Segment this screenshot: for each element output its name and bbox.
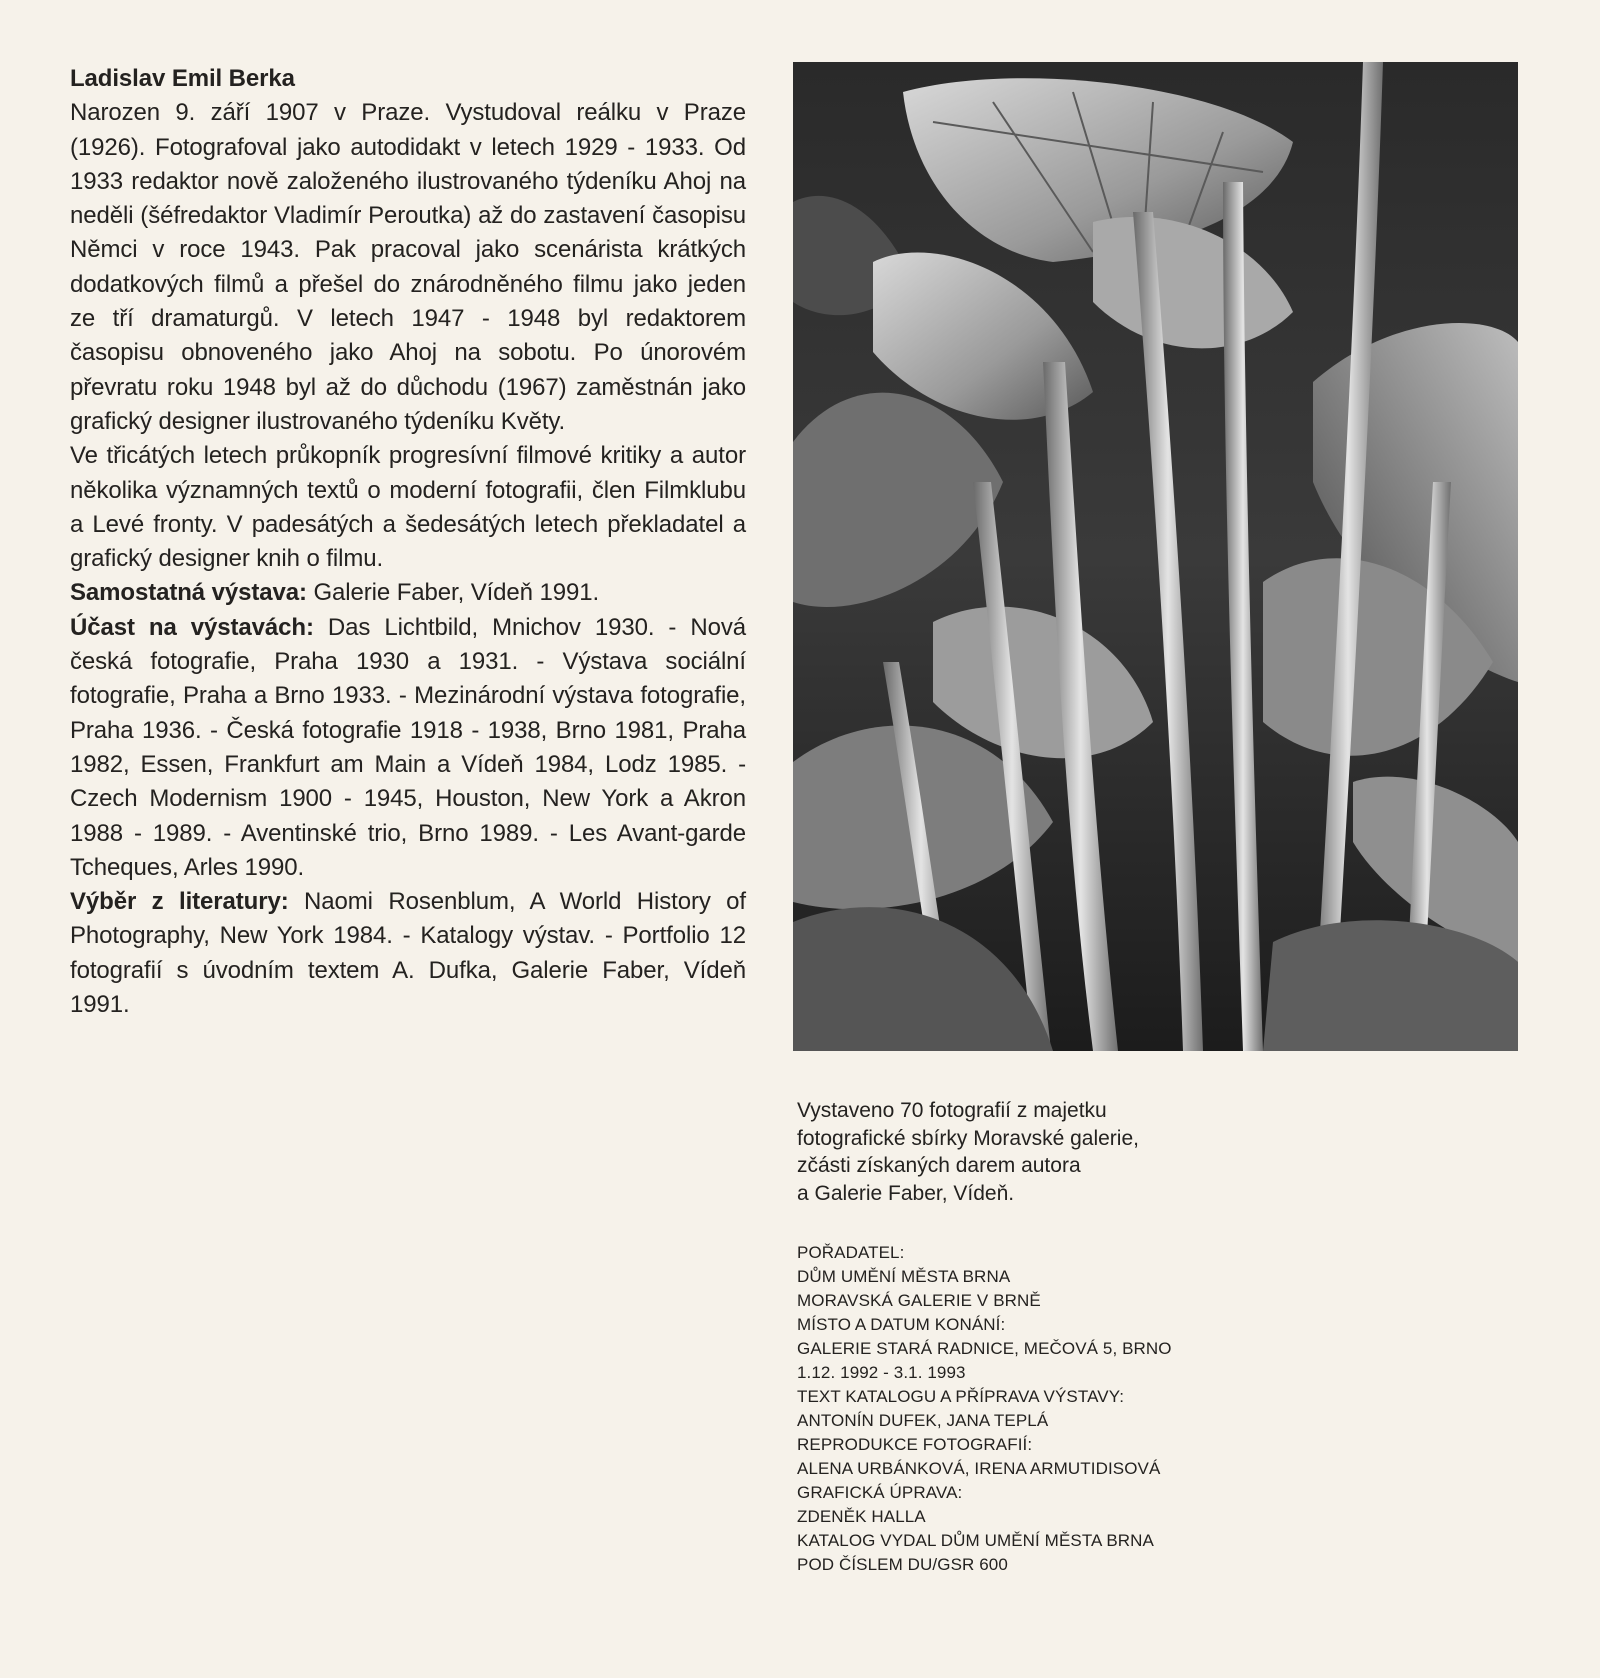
credits-line: DŮM UMĚNÍ MĚSTA BRNA — [797, 1267, 1011, 1286]
credits-line: MÍSTO A DATUM KONÁNÍ: — [797, 1315, 1006, 1334]
credits-line: REPRODUKCE FOTOGRAFIÍ: — [797, 1435, 1033, 1454]
exhibition-credits — [797, 1241, 1357, 1577]
bio-paragraph-work: Ve třicátých letech průkopník progresívní filmové kritiky a autor několika významných textů o moderní fotografii, člen Filmklubu a Levé fronty. V padesátých a šedesátých letech překladatel a grafický designer knih o filmu. — [70, 442, 746, 573]
caption-line: fotografické sbírky Moravské galerie, — [797, 1126, 1139, 1150]
plant-photograph-image — [793, 62, 1518, 1051]
group-exhibitions-text: Das Lichtbild, Mnichov 1930. - Nová česká fotografie, Praha 1930 a 1931. - Výstava sociální fotografie, Praha a Brno 1933. - Mezinárodní výstava fotografie, Praha 1936. - Česká fotografie 1918 - 1938, Brno 1981, Praha 1982, Essen, Frankfurt am Main a Vídeň 1984, Lodz 1985. - Czech Modernism 1900 - 1945, Houston, New York a Akron 1988 - 1989. - Aventinské trio, Brno 1989. - Les Avant-garde Tcheques, Arles 1990. — [70, 613, 746, 881]
plant-photograph — [793, 62, 1518, 1051]
artist-name: Ladislav Emil Berka — [70, 65, 295, 92]
group-exhibitions-label: Účast na výstavách: — [70, 613, 314, 641]
credits-line: GALERIE STARÁ RADNICE, MEČOVÁ 5, BRNO — [797, 1339, 1172, 1358]
credits-line: MORAVSKÁ GALERIE V BRNĚ — [797, 1291, 1041, 1310]
solo-exhibition-text: Galerie Faber, Vídeň 1991. — [306, 579, 600, 607]
solo-exhibition-label: Samostatná výstava: — [70, 579, 307, 607]
credits-line: GRAFICKÁ ÚPRAVA: — [797, 1483, 963, 1502]
solo-exhibition — [70, 576, 746, 610]
credits-line: KATALOG VYDAL DŮM UMĚNÍ MĚSTA BRNA — [797, 1531, 1154, 1550]
artist-biography — [70, 62, 746, 1022]
credits-line: TEXT KATALOGU A PŘÍPRAVA VÝSTAVY: — [797, 1387, 1125, 1406]
literature-text: Naomi Rosenblum, A World History of Photography, New York 1984. - Katalogy výstav. - Portfolio 12 fotografií s úvodním textem A. Dufka, Galerie Faber, Vídeň 1991. — [70, 888, 747, 1019]
bio-paragraph-life: Narozen 9. září 1907 v Praze. Vystudoval reálku v Praze (1926). Fotografoval jako autodidakt v letech 1929 - 1933. Od 1933 redaktor nově založeného ilustrovaného týdeníku Ahoj na neděli (šéfredaktor Vladimír Peroutka) až do zastavení časopisu Němci v roce 1943. Pak pracoval jako scenárista krátkých dodatkových filmů a přešel do znárodněného filmu jako jeden ze tří dramaturgů. V letech 1947 - 1948 byl redaktorem časopisu obnoveného jako Ahoj na sobotu. Po únorovém převratu roku 1948 byl až do důchodu (1967) zaměstnán jako grafický designer ilustrovaného týdeníku Květy. — [70, 99, 746, 435]
caption-line: Vystaveno 70 fotografií z majetku — [797, 1099, 1107, 1122]
group-exhibitions — [70, 611, 746, 885]
literature-label: Výběr z literatury: — [70, 888, 289, 916]
credits-line: POŘADATEL: — [797, 1243, 905, 1262]
credits-line: ANTONÍN DUFEK, JANA TEPLÁ — [797, 1411, 1049, 1430]
exhibition-caption — [797, 1097, 1357, 1207]
credits-line: 1.12. 1992 - 3.1. 1993 — [797, 1363, 966, 1382]
caption-line: zčásti získaných darem autora — [797, 1154, 1081, 1177]
credits-line: ALENA URBÁNKOVÁ, IRENA ARMUTIDISOVÁ — [797, 1459, 1161, 1478]
literature — [70, 885, 746, 1022]
credits-line: ZDENĚK HALLA — [797, 1507, 926, 1526]
credits-line: POD ČÍSLEM DU/GSR 600 — [797, 1555, 1008, 1574]
caption-line: a Galerie Faber, Vídeň. — [797, 1181, 1015, 1205]
